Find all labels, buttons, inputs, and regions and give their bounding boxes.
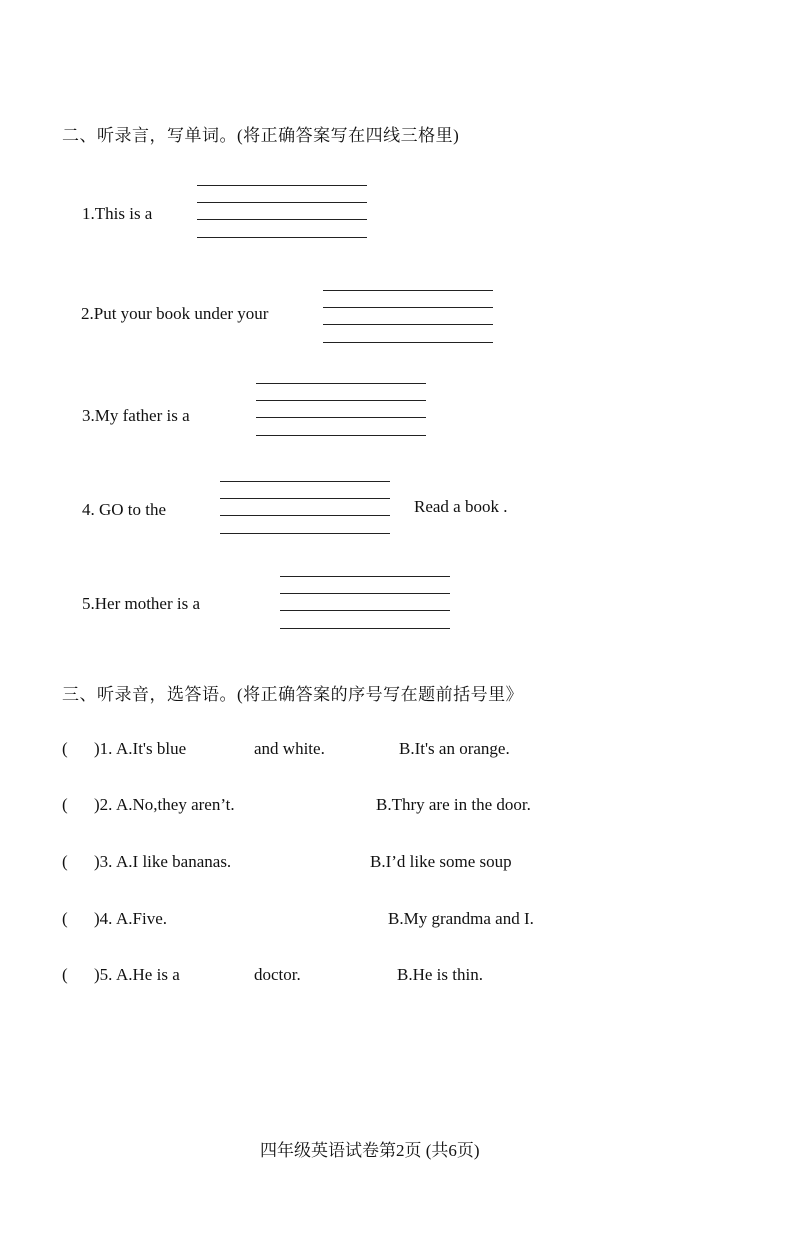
section-3-heading: 三、听录音，选答语。(将正确答案的序号写在题前括号里》 [62, 685, 524, 704]
dictation-item-3: 3.My father is a [82, 406, 190, 425]
four-line-grid-3[interactable] [256, 383, 426, 435]
option-a: A.No,they aren’t. [116, 795, 235, 814]
answer-bracket[interactable]: ( [62, 795, 68, 814]
question-number: )5. [94, 965, 113, 984]
option-a-cont: and white. [254, 739, 325, 758]
option-b: B.Thry are in the door. [376, 795, 531, 814]
option-a: A.He is a [116, 965, 180, 984]
question-number: )2. [94, 795, 113, 814]
dictation-item-5: 5.Her mother is a [82, 594, 201, 613]
question-row-2 [62, 795, 762, 817]
dictation-item-1: 1.This is a [82, 204, 153, 223]
option-a: A.Five. [116, 909, 167, 928]
question-number: )4. [94, 909, 113, 928]
question-row-1 [62, 739, 762, 761]
four-line-grid-4[interactable] [220, 481, 390, 533]
answer-bracket[interactable]: ( [62, 852, 68, 871]
four-line-grid-5[interactable] [280, 576, 450, 628]
question-row-4 [62, 909, 762, 931]
dictation-item-2: 2.Put your book under your [81, 304, 269, 323]
question-row-5 [62, 965, 762, 987]
option-a: A.I like bananas. [116, 852, 232, 871]
question-row-3 [62, 852, 762, 874]
option-a-cont: doctor. [254, 965, 301, 984]
answer-bracket[interactable]: ( [62, 965, 68, 984]
four-line-grid-1[interactable] [197, 185, 367, 237]
section-2-heading: 二、听录言，写单词。(将正确答案写在四线三格里) [62, 126, 460, 145]
option-b: B.It's an orange. [399, 739, 510, 758]
page-footer: 四年级英语试卷第2页 (共6页) [260, 1141, 480, 1160]
option-a: A.It's blue [116, 739, 187, 758]
option-b: B.He is thin. [397, 965, 483, 984]
answer-bracket[interactable]: ( [62, 909, 68, 928]
question-number: )3. [94, 852, 113, 871]
answer-bracket[interactable]: ( [62, 739, 68, 758]
question-number: )1. [94, 739, 113, 758]
four-line-grid-2[interactable] [323, 290, 493, 342]
option-b: B.My grandma and I. [388, 909, 534, 928]
option-b: B.I’d like some soup [370, 852, 512, 871]
dictation-item-4: 4. GO to the [82, 500, 167, 519]
dictation-item-4-suffix: Read a book . [414, 497, 508, 516]
